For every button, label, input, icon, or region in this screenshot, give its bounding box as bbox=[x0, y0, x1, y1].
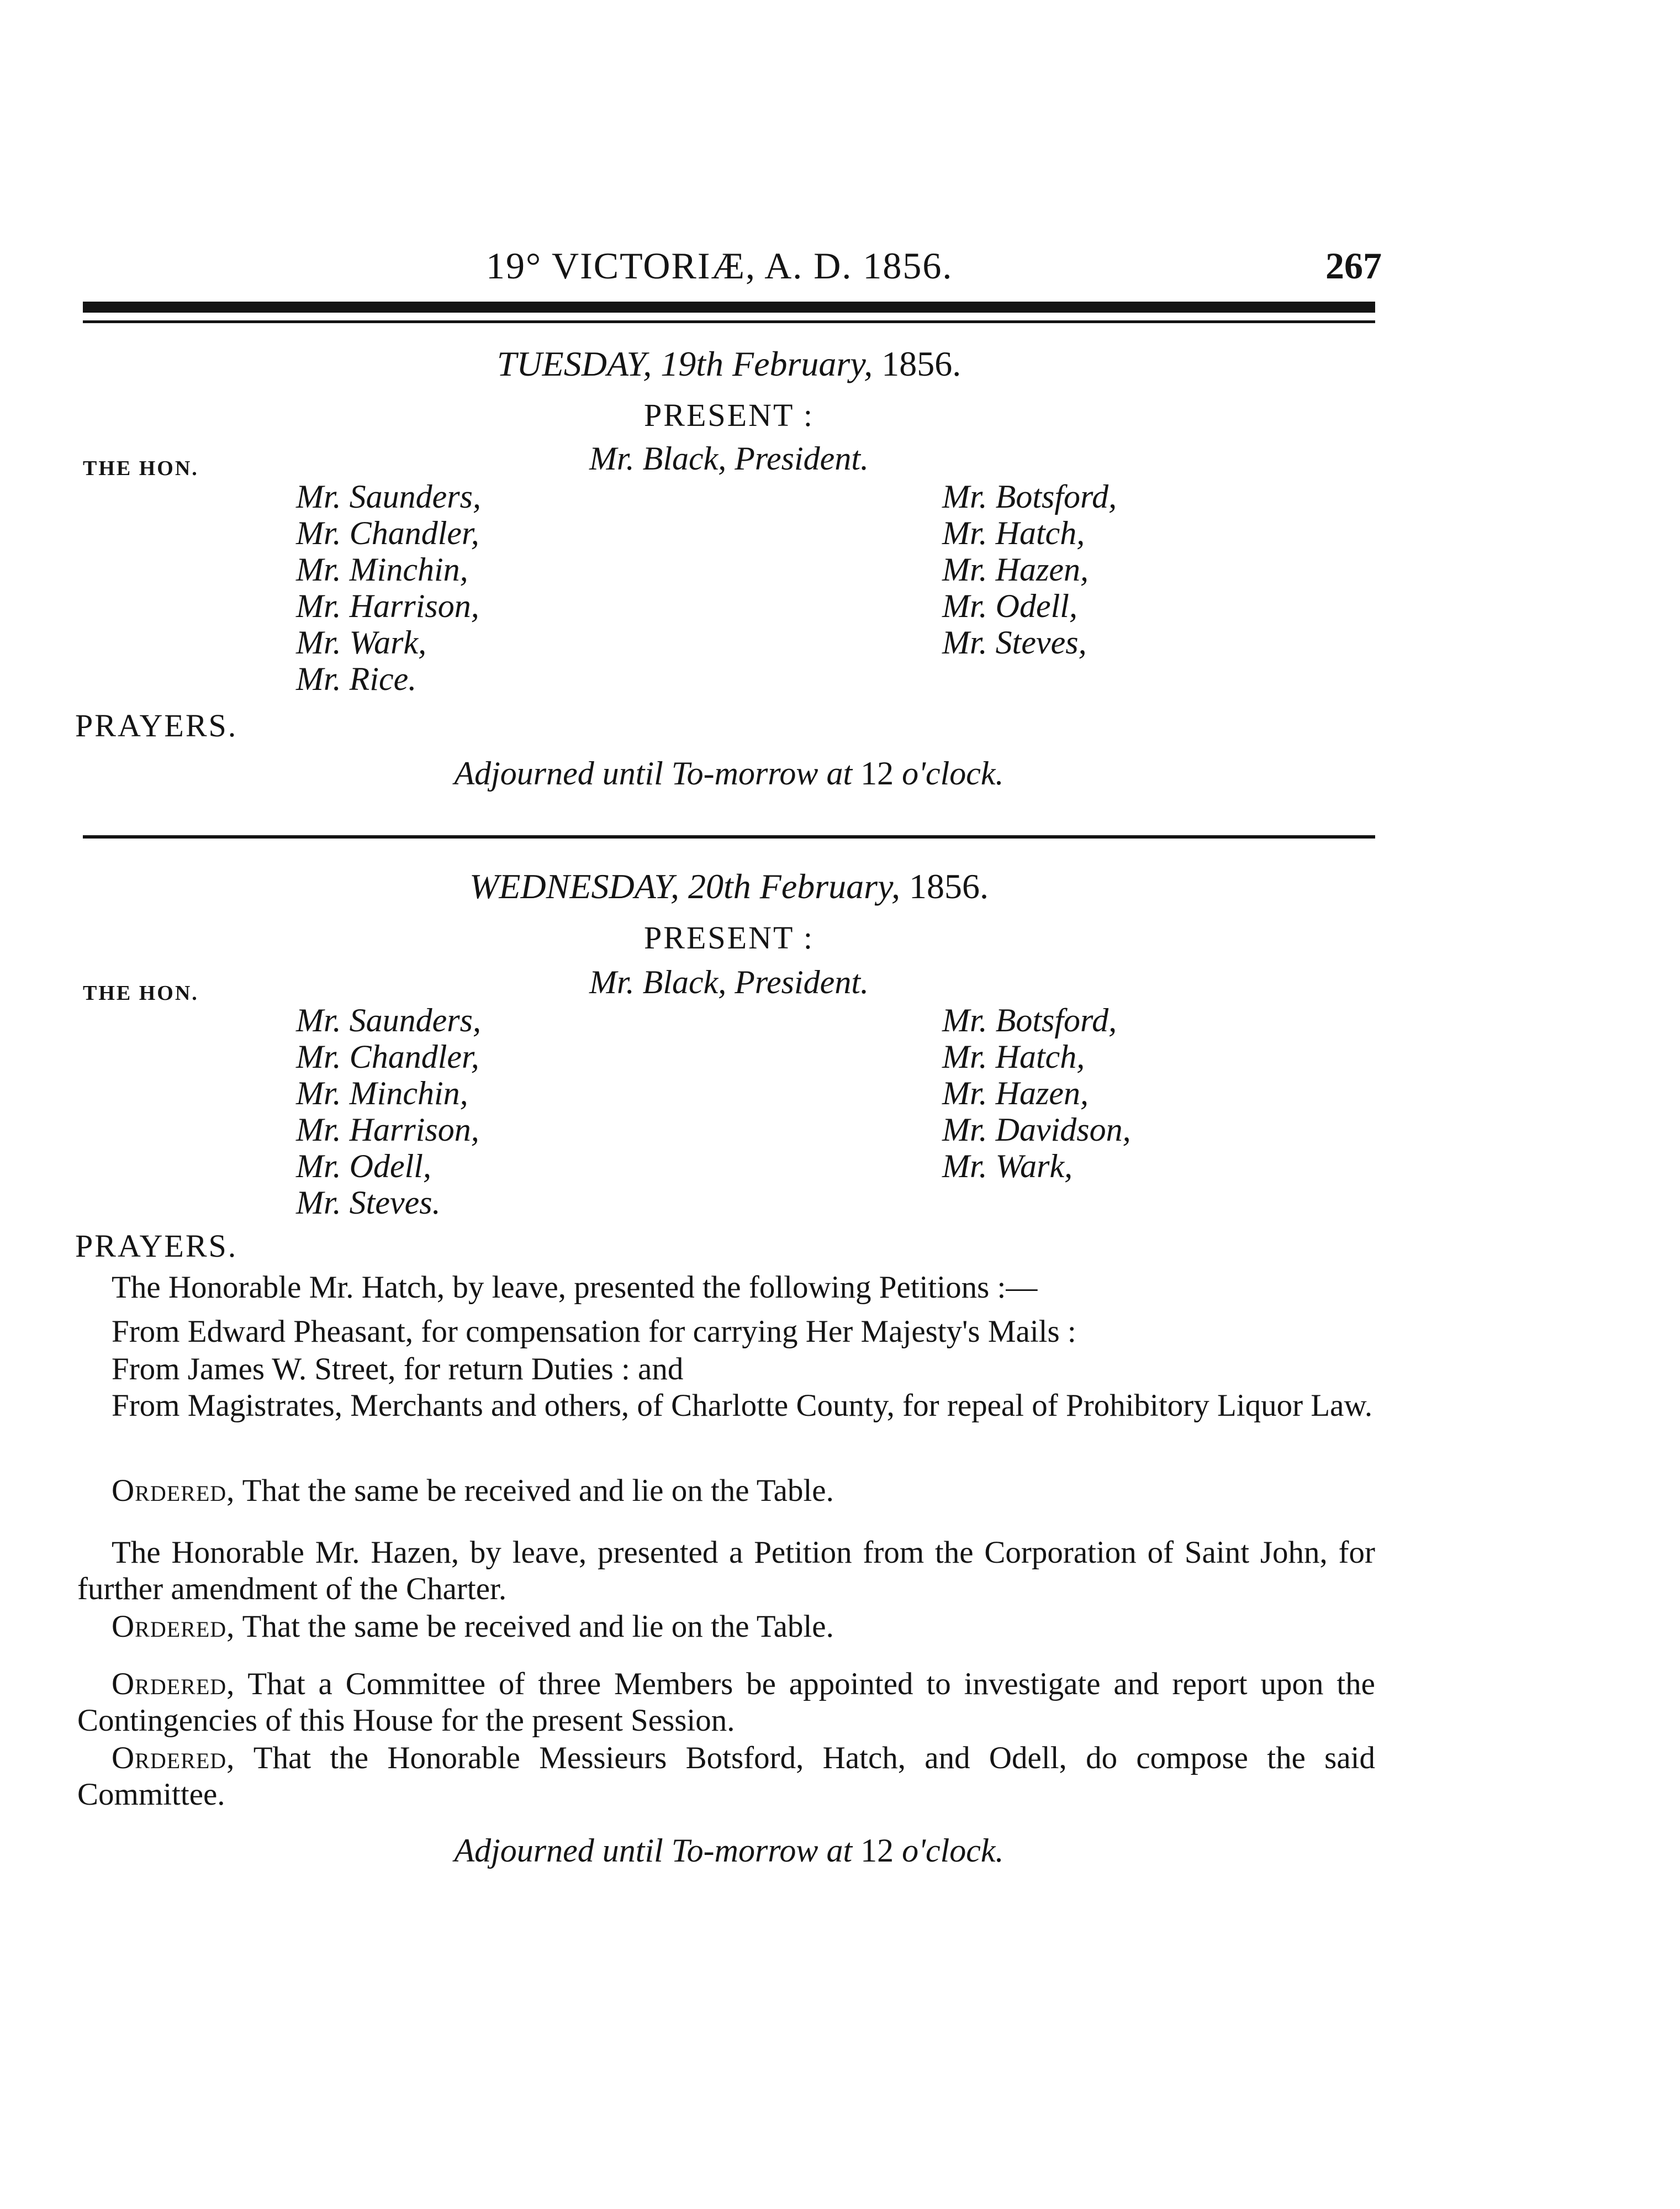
member-name: Mr. Steves. bbox=[296, 1184, 441, 1221]
wednesday-adjourned-time: 12 bbox=[860, 1832, 894, 1869]
member-name: Mr. Chandler, bbox=[296, 515, 479, 551]
running-head: 19° VICTORIÆ, A. D. 1856. bbox=[486, 245, 953, 287]
wednesday-day: WEDNESDAY, bbox=[469, 867, 679, 906]
ordered-word: Ordered, bbox=[112, 1667, 235, 1701]
member-name: Mr. Hatch, bbox=[942, 515, 1085, 551]
ordered-first: Ordered, That the same be received and lie on the Table. bbox=[112, 1473, 834, 1508]
wednesday-adjourned-text: Adjourned until To-morrow at bbox=[454, 1832, 853, 1869]
tuesday-date: 19th February, bbox=[661, 344, 873, 383]
member-name: Mr. Hatch, bbox=[942, 1038, 1085, 1075]
wednesday-date: 20th February, bbox=[688, 867, 900, 906]
member-name: Mr. Botsford, bbox=[942, 478, 1117, 515]
member-name: Mr. Rice. bbox=[296, 661, 417, 697]
member-name: Mr. Wark, bbox=[296, 624, 427, 661]
ordered-word: Ordered, bbox=[112, 1473, 235, 1508]
wednesday-prayers: PRAYERS. bbox=[75, 1228, 238, 1264]
tuesday-adjourned bbox=[83, 755, 1375, 793]
day-separator-rule bbox=[83, 835, 1375, 839]
tuesday-adjourned-oclock: o'clock. bbox=[902, 755, 1004, 792]
header-rule-thin bbox=[83, 320, 1375, 323]
petition-magistrates: From Magistrates, Merchants and others, of Charlotte County, for repeal of Prohibitory Liquor Law. bbox=[112, 1388, 1373, 1423]
petition-street: From James W. Street, for return Duties : and bbox=[112, 1352, 684, 1386]
member-name: Mr. Minchin, bbox=[296, 1075, 468, 1111]
tuesday-members-right bbox=[942, 478, 1117, 661]
member-name: Mr. Hazen, bbox=[942, 1075, 1089, 1111]
ordered-second: Ordered, That the same be received and lie on the Table. bbox=[112, 1609, 834, 1644]
tuesday-day: TUESDAY, bbox=[496, 344, 652, 383]
tuesday-prayers: PRAYERS. bbox=[75, 708, 238, 744]
wednesday-members-right bbox=[942, 1002, 1131, 1184]
petition-pheasant: From Edward Pheasant, for compensation for carrying Her Majesty's Mails : bbox=[112, 1314, 1076, 1349]
member-name: Mr. Davidson, bbox=[942, 1111, 1131, 1148]
tuesday-members-left bbox=[296, 478, 481, 697]
member-name: Mr. Harrison, bbox=[296, 1111, 479, 1148]
hazen-petition: The Honorable Mr. Hazen, by leave, presented a Petition from the Corporation of Saint John, for further amendment of the Charter. bbox=[77, 1535, 1375, 1606]
tuesday-adjourned-text: Adjourned until To-morrow at bbox=[454, 755, 853, 792]
wednesday-adjourned-oclock: o'clock. bbox=[902, 1832, 1004, 1869]
committee-members: Ordered, That the Honorable Messieurs Botsford, Hatch, and Odell, do compose the said Committee. bbox=[77, 1741, 1375, 1812]
wednesday-present-label: PRESENT : bbox=[644, 920, 814, 956]
member-name: Mr. Botsford, bbox=[942, 1002, 1117, 1038]
page-number: 267 bbox=[1325, 245, 1382, 287]
tuesday-hon-label: THE HON. bbox=[83, 457, 199, 480]
petitions-intro: The Honorable Mr. Hatch, by leave, presented the following Petitions :— bbox=[112, 1270, 1038, 1305]
member-name: Mr. Odell, bbox=[296, 1148, 431, 1184]
committee-order: Ordered, That a Committee of three Members be appointed to investigate and report upon the Contingencies of this House for the present Session. bbox=[77, 1667, 1375, 1738]
member-name: Mr. Hazen, bbox=[942, 551, 1089, 588]
member-name: Mr. Saunders, bbox=[296, 478, 482, 515]
wednesday-year: 1856. bbox=[908, 867, 989, 906]
ordered-word: Ordered, bbox=[112, 1741, 235, 1775]
member-name: Mr. Odell, bbox=[942, 588, 1077, 624]
header-rule-thick bbox=[83, 302, 1375, 313]
ordered-word: Ordered, bbox=[112, 1609, 235, 1644]
member-name: Mr. Steves, bbox=[942, 624, 1087, 661]
member-name: Mr. Minchin, bbox=[296, 551, 468, 588]
wednesday-adjourned bbox=[83, 1832, 1375, 1870]
member-name: Mr. Saunders, bbox=[296, 1002, 482, 1038]
tuesday-year: 1856. bbox=[881, 344, 961, 383]
wednesday-hon-label: THE HON. bbox=[83, 982, 199, 1005]
member-name: Mr. Wark, bbox=[942, 1148, 1073, 1184]
member-name: Mr. Harrison, bbox=[296, 588, 479, 624]
wednesday-heading bbox=[83, 866, 1375, 907]
tuesday-president: Mr. Black, President. bbox=[589, 440, 869, 477]
tuesday-present-label: PRESENT : bbox=[644, 397, 814, 433]
tuesday-heading bbox=[83, 344, 1375, 384]
tuesday-adjourned-time: 12 bbox=[860, 755, 894, 792]
wednesday-president: Mr. Black, President. bbox=[589, 964, 869, 1000]
member-name: Mr. Chandler, bbox=[296, 1038, 479, 1075]
wednesday-members-left bbox=[296, 1002, 481, 1221]
